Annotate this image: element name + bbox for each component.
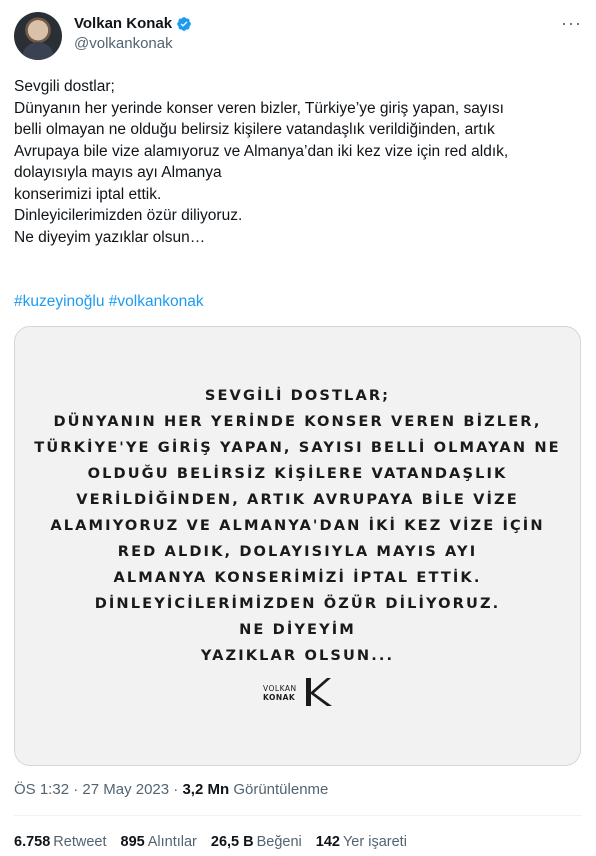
tweet-line: Avrupaya bile vize alamıyoruz ve Almanya’dan iki kez vize için red aldık, bbox=[14, 142, 509, 160]
author-name-row bbox=[74, 15, 192, 32]
poster-line: DİNLEYİCİLERİMİZDEN ÖZÜR DİLİYORUZ. bbox=[94, 595, 501, 612]
meta-separator: · bbox=[173, 781, 183, 798]
logo-text-konak: KONAK bbox=[263, 693, 296, 702]
hashtag-link[interactable]: #volkankonak bbox=[108, 293, 204, 310]
tweet-header bbox=[14, 12, 582, 60]
poster-line: ALAMIYORUZ VE ALMANYA'DAN İKİ KEZ VİZE İÇİN bbox=[50, 517, 545, 534]
author-handle[interactable]: @volkankonak bbox=[74, 35, 173, 52]
tweet-line: Dinleyicilerimizden özür diliyoruz. bbox=[14, 207, 243, 224]
poster-line: DÜNYANIN HER YERİNDE KONSER VEREN BİZLER, bbox=[53, 413, 542, 430]
likes-count: 26,5 B bbox=[210, 834, 254, 850]
tweet-meta bbox=[14, 781, 328, 798]
tweet-line: Ne diyeyim yazıklar olsun… bbox=[14, 228, 206, 246]
poster-line: NE DİYEYİM bbox=[239, 621, 356, 638]
engagement-stats bbox=[14, 834, 407, 850]
tweet-image[interactable] bbox=[14, 326, 581, 766]
logo-text-volkan: VOLKAN bbox=[263, 684, 297, 693]
tweet-line: belli olmayan ne olduğu belirsiz kişilere vatandaşlık verildiğinden, artık bbox=[14, 121, 495, 138]
bookmarks-label: Yer işareti bbox=[342, 834, 407, 850]
quotes-count: 895 bbox=[120, 834, 145, 850]
tweet-date[interactable]: 27 May 2023 bbox=[82, 781, 170, 798]
bookmarks-stat[interactable] bbox=[316, 834, 407, 850]
tweet-line: dolayısıyla mayıs ayı Almanya bbox=[14, 164, 222, 181]
tweet-line: Dünyanın her yerinde konser veren bizler, Türkiye’ye giriş yapan, sayısı bbox=[14, 99, 504, 117]
volkan-konak-logo bbox=[260, 676, 340, 708]
tweet-line: Sevgili dostlar; bbox=[14, 78, 115, 95]
poster-line: OLDUĞU BELİRSİZ KİŞİLERE VATANDAŞLIK bbox=[87, 465, 508, 482]
poster-line: ALMANYA KONSERİMİZİ İPTAL ETTİK. bbox=[113, 569, 482, 586]
logo-monogram-icon bbox=[303, 676, 333, 708]
author-display-name[interactable]: Volkan Konak bbox=[74, 15, 173, 32]
poster-line: YAZIKLAR OLSUN... bbox=[200, 647, 395, 664]
poster-line: SEVGİLİ DOSTLAR; bbox=[204, 387, 391, 404]
retweets-label: Retweet bbox=[53, 834, 107, 850]
likes-label: Beğeni bbox=[256, 834, 302, 850]
retweets-stat[interactable] bbox=[14, 834, 107, 850]
poster-text bbox=[15, 383, 580, 669]
views-label: Görüntülenme bbox=[233, 781, 329, 798]
likes-stat[interactable] bbox=[211, 834, 302, 850]
meta-separator: · bbox=[73, 781, 83, 798]
tweet-line: konserimizi iptal ettik. bbox=[14, 185, 162, 203]
tweet-time[interactable]: ÖS 1:32 bbox=[14, 781, 70, 798]
views-count: 3,2 Mn bbox=[182, 781, 230, 798]
avatar[interactable] bbox=[14, 12, 62, 60]
bookmarks-count: 142 bbox=[315, 834, 340, 850]
divider bbox=[14, 815, 582, 816]
quotes-stat[interactable] bbox=[121, 834, 197, 850]
verified-badge-icon bbox=[176, 16, 192, 32]
tweet-body bbox=[14, 76, 586, 248]
retweets-count: 6.758 bbox=[14, 834, 51, 850]
hashtags bbox=[14, 291, 204, 312]
poster-line: VERİLDİĞİNDEN, ARTIK AVRUPAYA BİLE VİZE bbox=[76, 491, 519, 508]
poster-line: RED ALDIK, DOLAYISIYLA MAYIS AYI bbox=[117, 543, 478, 560]
more-options-icon[interactable]: ··· bbox=[561, 13, 582, 33]
poster-line: TÜRKİYE'YE GİRİŞ YAPAN, SAYISI BELLİ OLMAYAN NE bbox=[34, 439, 561, 456]
hashtag-link[interactable]: #kuzeyinoğlu bbox=[14, 293, 105, 310]
quotes-label: Alıntılar bbox=[147, 834, 197, 850]
